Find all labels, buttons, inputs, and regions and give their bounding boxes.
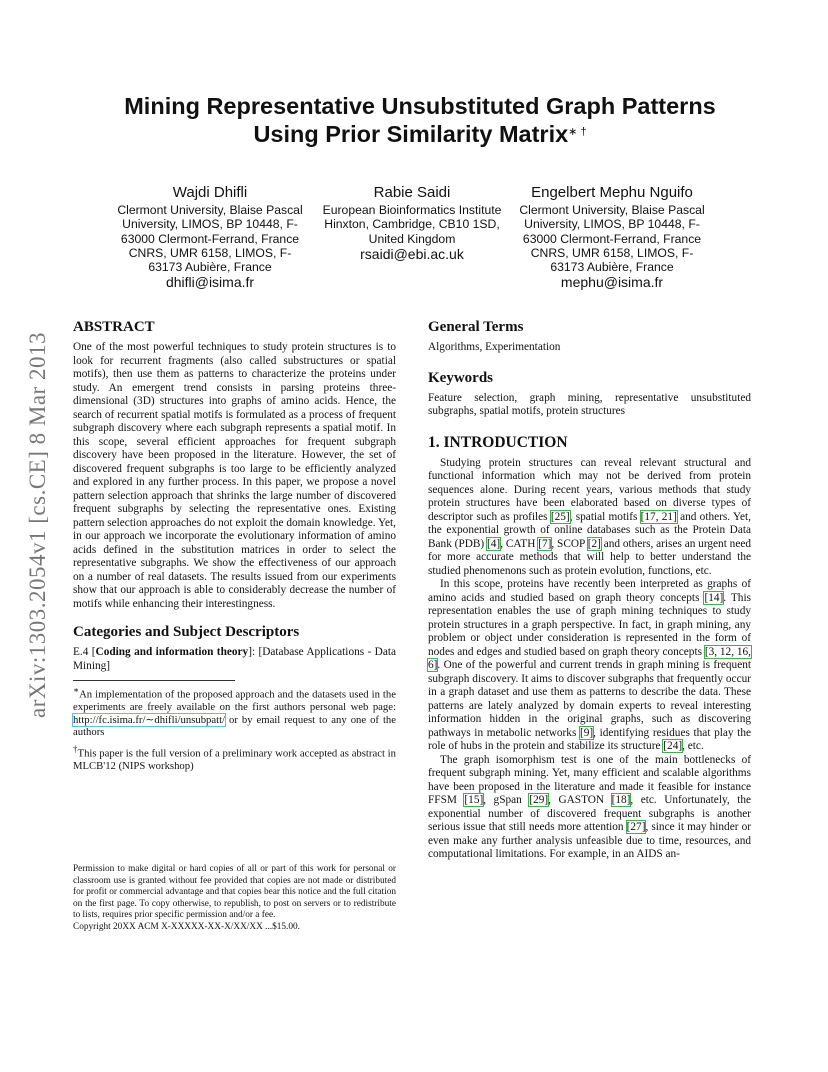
author-name: Wajdi Dhifli [172,184,248,201]
title-line-2: Using Prior Similarity Matrix [253,121,569,147]
title-footnote-marks: ∗ † [568,126,587,138]
citation-link[interactable]: [14] [704,591,724,604]
author-affiliation: European Bioinformatics Institute Hinxton, Cambridge, CB10 1SD, United Kingdom [322,203,502,246]
citation-link[interactable]: [7] [538,537,552,550]
author-email: dhifli@isima.fr [165,274,255,291]
project-url-link[interactable]: http://fc.isima.fr/∼dhifli/unsubpatt/ [73,713,226,726]
title-line-1: Mining Representative Unsubstituted Graph Patterns [124,93,716,119]
footnote-rule [73,680,235,681]
categories-heading: Categories and Subject Descriptors [73,624,300,640]
intro-paragraph-1: Studying protein structures can reveal relevant structural and functional information which may not be derived from protein sequences alone. During recent years, various methods that study protein structures have been elaborated based on diverse types of descriptor such as profiles [25], spatial motifs [17, 21] and others. Yet, the exponential growth of online databases such as the Protein Data Bank (PDB) [4], CATH [7], SCOP [2] and others, arises an urgent need for more accurate methods that will help to better understand the studied phenomenons such as protein evolution, functions, etc. [428,456,751,577]
keywords-text: Feature selection, graph mining, representative unsubstituted subgraphs, spatial motifs, protein structures [428,391,751,417]
paper-title [60,92,780,148]
author-email: rsaidi@ebi.ac.uk [360,245,464,262]
right-column [428,318,751,862]
citation-link[interactable]: [29] [529,794,549,806]
citation-link[interactable]: [2] [587,537,601,550]
author-block-3 [517,184,707,290]
footnote-1: ∗An implementation of the proposed approach and the datasets used in the experiments are freely available on the first authors personal web page: http://fc.isima.fr/∼dhifli/unsubpatt/ or by email request to any one of the authors [73,685,397,739]
citation-link[interactable]: 6] [428,659,438,671]
citation-link[interactable]: [18] [611,794,631,806]
intro-paragraph-3: The graph isomorphism test is one of the main bottlenecks of frequent subgraph mining. Yet, many efficient and scalable algorithms have been proposed in the literature and made it feasible for instance FFSM [15], gSpan [29], GASTON [18], etc. Unfortunately, the exponential number of discovered frequent subgraphs is another serious issue that still needs more attention [27], since it may hinder or even make any further analysis unfeasible due to time, resources, and computational limitations. For example, in an AIDS an- [428,753,752,860]
citation-link[interactable]: [15] [464,794,484,806]
abstract-heading: ABSTRACT [73,319,155,335]
general-terms-heading: General Terms [428,319,524,335]
citation-link[interactable]: [9] [579,726,594,739]
citation-link[interactable]: [24] [663,740,683,752]
arxiv-sidebar [18,300,58,750]
citation-link[interactable]: [25] [550,510,570,523]
author-email: mephu@isima.fr [560,274,664,291]
categories-bold: Coding and information theory [95,646,249,658]
keywords-heading: Keywords [428,369,493,386]
permission-notice [73,864,396,934]
author-block-1 [115,184,305,290]
general-terms-text: Algorithms, Experimentation [428,341,561,353]
author-block-2 [317,184,507,262]
citation-link[interactable]: [17, 21] [640,510,677,523]
author-name: Engelbert Mephu Nguifo [531,184,693,201]
author-affiliation: Clermont University, Blaise Pascal University, LIMOS, BP 10448, F-63000 Clermont-Ferrand, France CNRS, UMR 6158, LIMOS, F-63173 Aubière, France [117,203,303,275]
citation-link[interactable]: [4] [487,537,501,550]
citation-link[interactable]: [27] [626,821,646,833]
citation-link[interactable]: [3, 12, 16, [704,645,751,658]
intro-paragraph-2: In this scope, proteins have recently been interpreted as graphs of amino acids and studied based on graph theory concepts [14]. This representation enables the use of graph mining techniques to study protein structures in a graph perspective. In fact, in graph mining, any problem or object under consideration is represented in the form of nodes and edges and studied based on graph theory concepts [3, 12, 16, 6]. One of the powerful and current trends in graph mining is frequent subgraph discovery. It aims to discover subgraphs that frequently occur in a graph dataset and use them as patterns to describe the data. These patterns are lately analyzed by domain experts to reveal interesting information hidden in the original graphs, such as discovering pathways in metabolic networks [9], identifying residues that play the role of hubs in the protein and stabilize its structure [24], etc. [428,578,751,752]
copyright-text: Copyright 20XX ACM X-XXXXX-XX-X/XX/XX ...$15.00. [73,921,300,932]
permission-text: Permission to make digital or hard copies of all or part of this work for personal or classroom use is granted without fee provided that copies are not made or distributed for profit or commercial advantage and that copies bear this notice and the full citation on the first page. To copy otherwise, to republish, to post on servers or to redistribute to lists, requires prior specific permission and/or a fee. [73,864,396,921]
author-name: Rabie Saidi [373,184,451,201]
introduction-heading: 1. INTRODUCTION [428,433,568,451]
arxiv-identifier: arXiv:1303.2054v1 [cs.CE] 8 Mar 2013 [25,332,50,718]
left-column [73,318,396,773]
abstract-text: One of the most powerful techniques to study protein structures is to look for recurrent fragments (also called substructures or spatial motifs), then use them as patterns to characterize the proteins under study. An emergent trend consists in parsing proteins three-dimensional (3D) structures into graphs of amino acids. Hence, the search of recurrent spatial motifs is formulated as a process of frequent subgraph discovery where each subgraph represents a spatial motif. In this scope, several efficient approaches for frequent subgraph discovery have been proposed in the literature. However, the set of discovered frequent subgraphs is too large to be efficiently analyzed and explored in any further process. In this paper, we propose a novel pattern selection approach that shrinks the large number of discovered frequent subgraphs by selecting the representative ones. Existing pattern selection approaches do not exploit the domain knowledge. Yet, in our approach we incorporate the evolutionary information of amino acids defined in the substitution matrices in order to select the representative subgraphs. We show the effectiveness of our approach on a number of real datasets. The results issued from our experiments show that our approach is able to considerably decrease the number of motifs while enhancing their interestingness. [73,341,396,610]
author-affiliation: Clermont University, Blaise Pascal University, LIMOS, BP 10448, F-63000 Clermont-Ferrand, France CNRS, UMR 6158, LIMOS, F-63173 Aubière, France [519,203,705,275]
footnote-2: †This paper is the full version of a preliminary work accepted as abstract in MLCB'12 (NIPS workshop) [73,743,396,773]
categories-text: E.4 [Coding and information theory]: [Database Applications - Data Mining] [73,646,396,672]
